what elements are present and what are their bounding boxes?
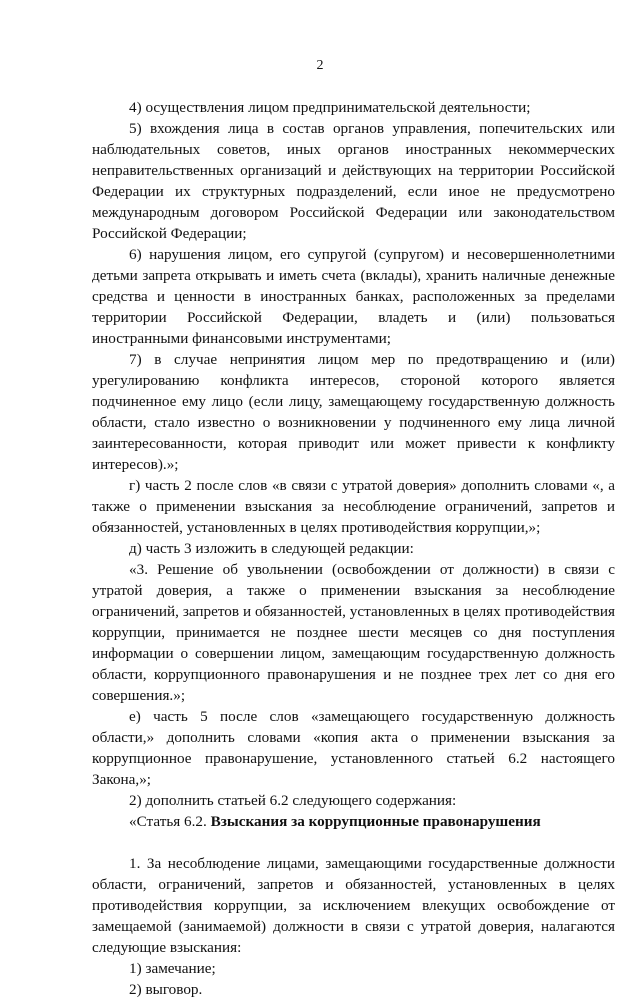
paragraph-d: д) часть 3 изложить в следующей редакции: — [129, 540, 414, 557]
list-item: 2) выговор. — [129, 981, 203, 998]
paragraph-item-4: 4) осуществления лицом предпринимательской деятельности; — [129, 99, 531, 116]
article-heading-prefix: «Статья 6.2. — [129, 813, 211, 830]
paragraph-g: г) часть 2 после слов «в связи с утратой доверия» дополнить словами «, а также о применении взыскания за несоблюдение ограничений, запретов и обязанностей, установленных в целях противодействия коррупции,»; — [92, 477, 615, 536]
article-heading-title: Взыскания за коррупционные правонарушения — [210, 813, 541, 830]
page-number: 2 — [316, 58, 324, 73]
document-body — [92, 97, 615, 1000]
paragraph-article-part-1: 1. За несоблюдение лицами, замещающими государственные должности области, ограничений, запретов и обязанностей, установленных в целях противодействия коррупции, за исключением влекущих освобождение от замещаемой (занимаемой) должности в связи с утратой доверия, налагаются следующие взыскания: — [92, 855, 615, 956]
spacer — [92, 832, 615, 853]
paragraph-item-7: 7) в случае непринятия лицом мер по предотвращению и (или) урегулированию конфликта интересов, стороной которого является подчиненное ему лицо (если лицу, замещающему государственную должность области, стало известно о возникновении у подчиненного ему лица личной заинтересованности, которая приводит или может привести к конфликту интересов).»; — [92, 351, 615, 473]
list-item: 1) замечание; — [129, 960, 216, 977]
paragraph-amend-2: 2) дополнить статьей 6.2 следующего содержания: — [129, 792, 457, 809]
paragraph-part-3: «3. Решение об увольнении (освобождении от должности) в связи с утратой доверия, а также о применении взыскания за несоблюдение ограничений, запретов и обязанностей, установленных в целях противодействия коррупции, принимается не позднее шести месяцев со дня поступления информации о совершении лицом, замещающим государственную должность области, коррупционного правонарушения и не позднее трех лет со дня его совершения.»; — [92, 561, 615, 704]
article-heading — [92, 811, 615, 832]
paragraph-e: е) часть 5 после слов «замещающего государственную должность области,» дополнить словами «копия акта о применении взыскания за коррупционное правонарушение, установленного статьей 6.2 настоящего Закона,»; — [92, 708, 615, 788]
paragraph-item-5: 5) вхождения лица в состав органов управления, попечительских или наблюдательных советов, иных органов иностранных некоммерческих неправительственных организаций и действующих на территории Российской Федерации их структурных подразделений, если иное не предусмотрено международным договором Российской Федерации или законодательством Российской Федерации; — [92, 120, 615, 242]
paragraph-item-6: 6) нарушения лицом, его супругой (супругом) и несовершеннолетними детьми запрета открывать и иметь счета (вклады), хранить наличные денежные средства и ценности в иностранных банках, расположенных за пределами территории Российской Федерации, владеть и (или) пользоваться иностранными финансовыми инструментами; — [92, 246, 615, 347]
